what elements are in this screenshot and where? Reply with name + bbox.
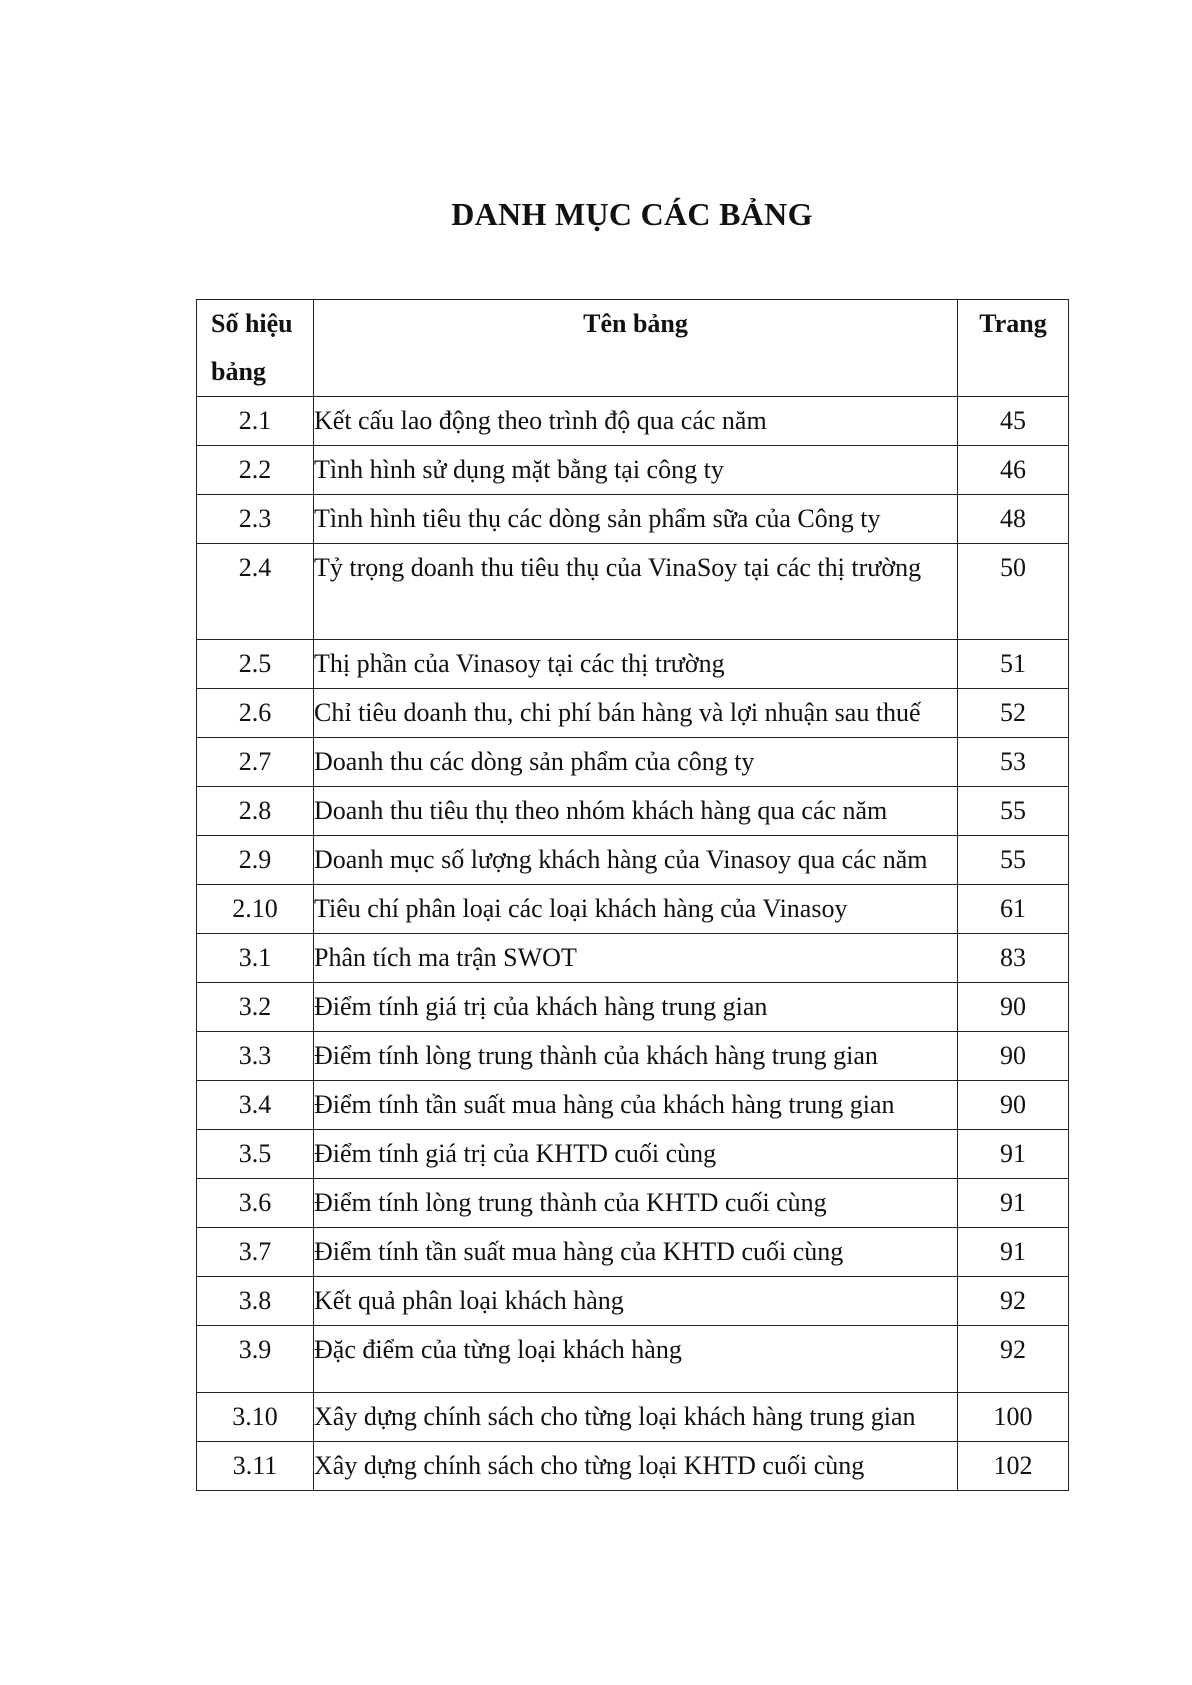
table-page: 91 <box>958 1228 1069 1277</box>
table-number: 2.4 <box>197 544 314 640</box>
table-page: 51 <box>958 640 1069 689</box>
table-row <box>197 1130 1069 1179</box>
table-page: 55 <box>958 836 1069 885</box>
table-name: Điểm tính tần suất mua hàng của khách hàng trung gian <box>314 1081 958 1130</box>
table-row <box>197 1326 1069 1393</box>
table-number: 2.10 <box>197 885 314 934</box>
table-row <box>197 544 1069 640</box>
table-list <box>196 299 1069 1491</box>
table-page: 90 <box>958 983 1069 1032</box>
table-row <box>197 738 1069 787</box>
table-row <box>197 1228 1069 1277</box>
table-name: Tình hình sử dụng mặt bằng tại công ty <box>314 446 958 495</box>
table-row <box>197 689 1069 738</box>
table-name: Tình hình tiêu thụ các dòng sản phẩm sữa của Công ty <box>314 495 958 544</box>
table-name: Kết cấu lao động theo trình độ qua các năm <box>314 397 958 446</box>
table-number: 2.8 <box>197 787 314 836</box>
table-number: 2.1 <box>197 397 314 446</box>
table-number: 3.7 <box>197 1228 314 1277</box>
table-row <box>197 1442 1069 1491</box>
table-name: Doanh thu các dòng sản phẩm của công ty <box>314 738 958 787</box>
table-page: 53 <box>958 738 1069 787</box>
table-row <box>197 1393 1069 1442</box>
table-row <box>197 640 1069 689</box>
table-number: 3.10 <box>197 1393 314 1442</box>
table-number: 3.3 <box>197 1032 314 1081</box>
table-name: Xây dựng chính sách cho từng loại KHTD cuối cùng <box>314 1442 958 1491</box>
table-page: 91 <box>958 1179 1069 1228</box>
table-page: 102 <box>958 1442 1069 1491</box>
table-number: 2.5 <box>197 640 314 689</box>
table-row <box>197 885 1069 934</box>
table-number: 3.11 <box>197 1442 314 1491</box>
table-row <box>197 1081 1069 1130</box>
table-page: 46 <box>958 446 1069 495</box>
table-row <box>197 446 1069 495</box>
table-number: 2.2 <box>197 446 314 495</box>
table-page: 92 <box>958 1277 1069 1326</box>
table-page: 61 <box>958 885 1069 934</box>
table-page: 55 <box>958 787 1069 836</box>
table-name: Tỷ trọng doanh thu tiêu thụ của VinaSoy tại các thị trường <box>314 544 958 640</box>
table-number: 2.6 <box>197 689 314 738</box>
table-number: 3.1 <box>197 934 314 983</box>
table-name: Điểm tính tần suất mua hàng của KHTD cuối cùng <box>314 1228 958 1277</box>
table-page: 45 <box>958 397 1069 446</box>
table-row <box>197 983 1069 1032</box>
table-number: 3.5 <box>197 1130 314 1179</box>
header-page: Trang <box>958 300 1069 397</box>
table-number: 3.6 <box>197 1179 314 1228</box>
header-number: Số hiệu bảng <box>197 300 314 397</box>
page-title: DANH MỤC CÁC BẢNG <box>451 196 813 232</box>
table-name: Đặc điểm của từng loại khách hàng <box>314 1326 958 1393</box>
table-number: 3.9 <box>197 1326 314 1393</box>
table-number: 3.8 <box>197 1277 314 1326</box>
table-page: 48 <box>958 495 1069 544</box>
table-row <box>197 397 1069 446</box>
table-name: Điểm tính lòng trung thành của khách hàng trung gian <box>314 1032 958 1081</box>
header-name: Tên bảng <box>314 300 958 397</box>
table-page: 91 <box>958 1130 1069 1179</box>
table-page: 52 <box>958 689 1069 738</box>
table-name: Điểm tính giá trị của khách hàng trung gian <box>314 983 958 1032</box>
table-name: Điểm tính giá trị của KHTD cuối cùng <box>314 1130 958 1179</box>
table-page: 50 <box>958 544 1069 640</box>
table-name: Kết quả phân loại khách hàng <box>314 1277 958 1326</box>
table-number: 2.3 <box>197 495 314 544</box>
table-row <box>197 934 1069 983</box>
table-row <box>197 787 1069 836</box>
table-header-row <box>197 300 1069 397</box>
table-number: 2.9 <box>197 836 314 885</box>
table-row <box>197 1179 1069 1228</box>
table-page: 90 <box>958 1081 1069 1130</box>
table-name: Xây dựng chính sách cho từng loại khách hàng trung gian <box>314 1393 958 1442</box>
table-row <box>197 1032 1069 1081</box>
table-name: Phân tích ma trận SWOT <box>314 934 958 983</box>
table-page: 100 <box>958 1393 1069 1442</box>
table-number: 3.4 <box>197 1081 314 1130</box>
table-row <box>197 1277 1069 1326</box>
table-name: Điểm tính lòng trung thành của KHTD cuối cùng <box>314 1179 958 1228</box>
table-page: 92 <box>958 1326 1069 1393</box>
table-number: 3.2 <box>197 983 314 1032</box>
table-page: 83 <box>958 934 1069 983</box>
table-name: Thị phần của Vinasoy tại các thị trường <box>314 640 958 689</box>
table-row <box>197 836 1069 885</box>
table-name: Doanh mục số lượng khách hàng của Vinasoy qua các năm <box>314 836 958 885</box>
table-name: Tiêu chí phân loại các loại khách hàng của Vinasoy <box>314 885 958 934</box>
table-page: 90 <box>958 1032 1069 1081</box>
table-number: 2.7 <box>197 738 314 787</box>
table-row <box>197 495 1069 544</box>
table-name: Chỉ tiêu doanh thu, chi phí bán hàng và lợi nhuận sau thuế <box>314 689 958 738</box>
table-name: Doanh thu tiêu thụ theo nhóm khách hàng qua các năm <box>314 787 958 836</box>
